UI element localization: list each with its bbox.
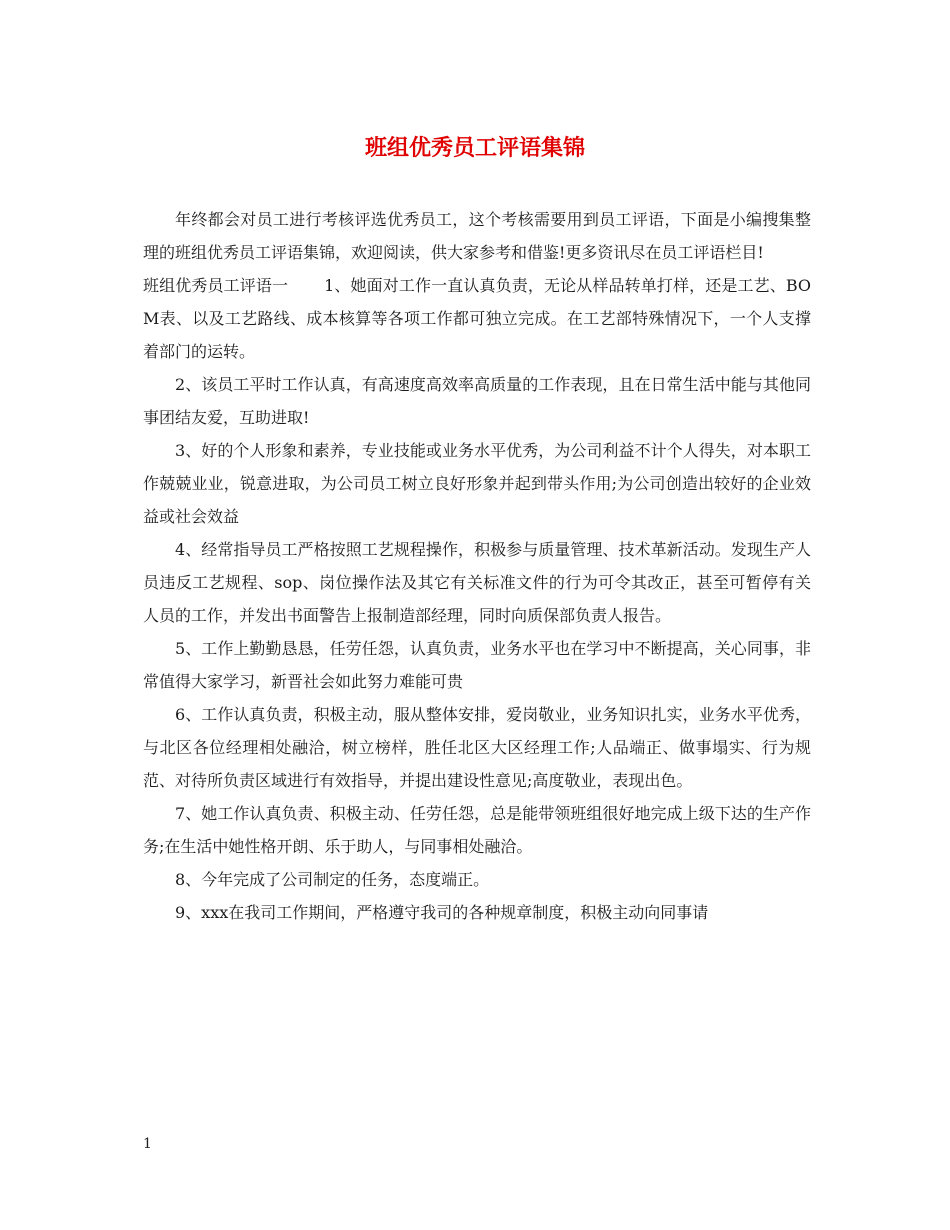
section-paragraph-1 [143, 269, 811, 368]
item-3: 3、好的个人形象和素养，专业技能或业务水平优秀，为公司利益不计个人得失，对本职工作兢兢业业，锐意进取，为公司员工树立良好形象并起到带头作用;为公司创造出较好的企业效益或社会效益 [143, 441, 811, 526]
document-body [143, 203, 811, 929]
item-1: 1、她面对工作一直认真负责，无论从样品转单打样，还是工艺、BOM表、以及工艺路线、成本核算等各项工作都可独立完成。在工艺部特殊情况下，一个人支撑着部门的运转。 [143, 276, 811, 361]
item-8: 8、今年完成了公司制定的任务，态度端正。 [175, 870, 490, 889]
section-heading: 班组优秀员工评语一 [143, 276, 289, 295]
item-4: 4、经常指导员工严格按照工艺规程操作，积极参与质量管理、技术革新活动。发现生产人员违反工艺规程、sop、岗位操作法及其它有关标准文件的行为可令其改正，甚至可暂停有关人员的工作，并发出书面警告上报制造部经理，同时向质保部负责人报告。 [143, 540, 811, 625]
item-9: 9、xxx在我司工作期间，严格遵守我司的各种规章制度，积极主动向同事请 [175, 903, 709, 922]
item-2: 2、该员工平时工作认真，有高速度高效率高质量的工作表现，且在日常生活中能与其他同事团结友爱，互助进取! [143, 375, 811, 427]
item-7: 7、她工作认真负责、积极主动、任劳任怨，总是能带领班组很好地完成上级下达的生产作务;在生活中她性格开朗、乐于助人，与同事相处融洽。 [143, 804, 811, 856]
page-number: 1 [143, 1136, 152, 1152]
item-5: 5、工作上勤勤恳恳，任劳任怨，认真负责，业务水平也在学习中不断提高，关心同事，非常值得大家学习，新晋社会如此努力难能可贵 [143, 639, 811, 691]
intro-paragraph: 年终都会对员工进行考核评选优秀员工，这个考核需要用到员工评语，下面是小编搜集整理的班组优秀员工评语集锦，欢迎阅读，供大家参考和借鉴!更多资讯尽在员工评语栏目! [143, 210, 811, 262]
document-title: 班组优秀员工评语集锦 [364, 135, 585, 161]
item-6: 6、工作认真负责，积极主动，服从整体安排，爱岗敬业，业务知识扎实，业务水平优秀，与北区各位经理相处融洽，树立榜样，胜任北区大区经理工作;人品端正、做事塌实、行为规范、对待所负责区域进行有效指导，并提出建设性意见;高度敬业，表现出色。 [143, 705, 811, 790]
